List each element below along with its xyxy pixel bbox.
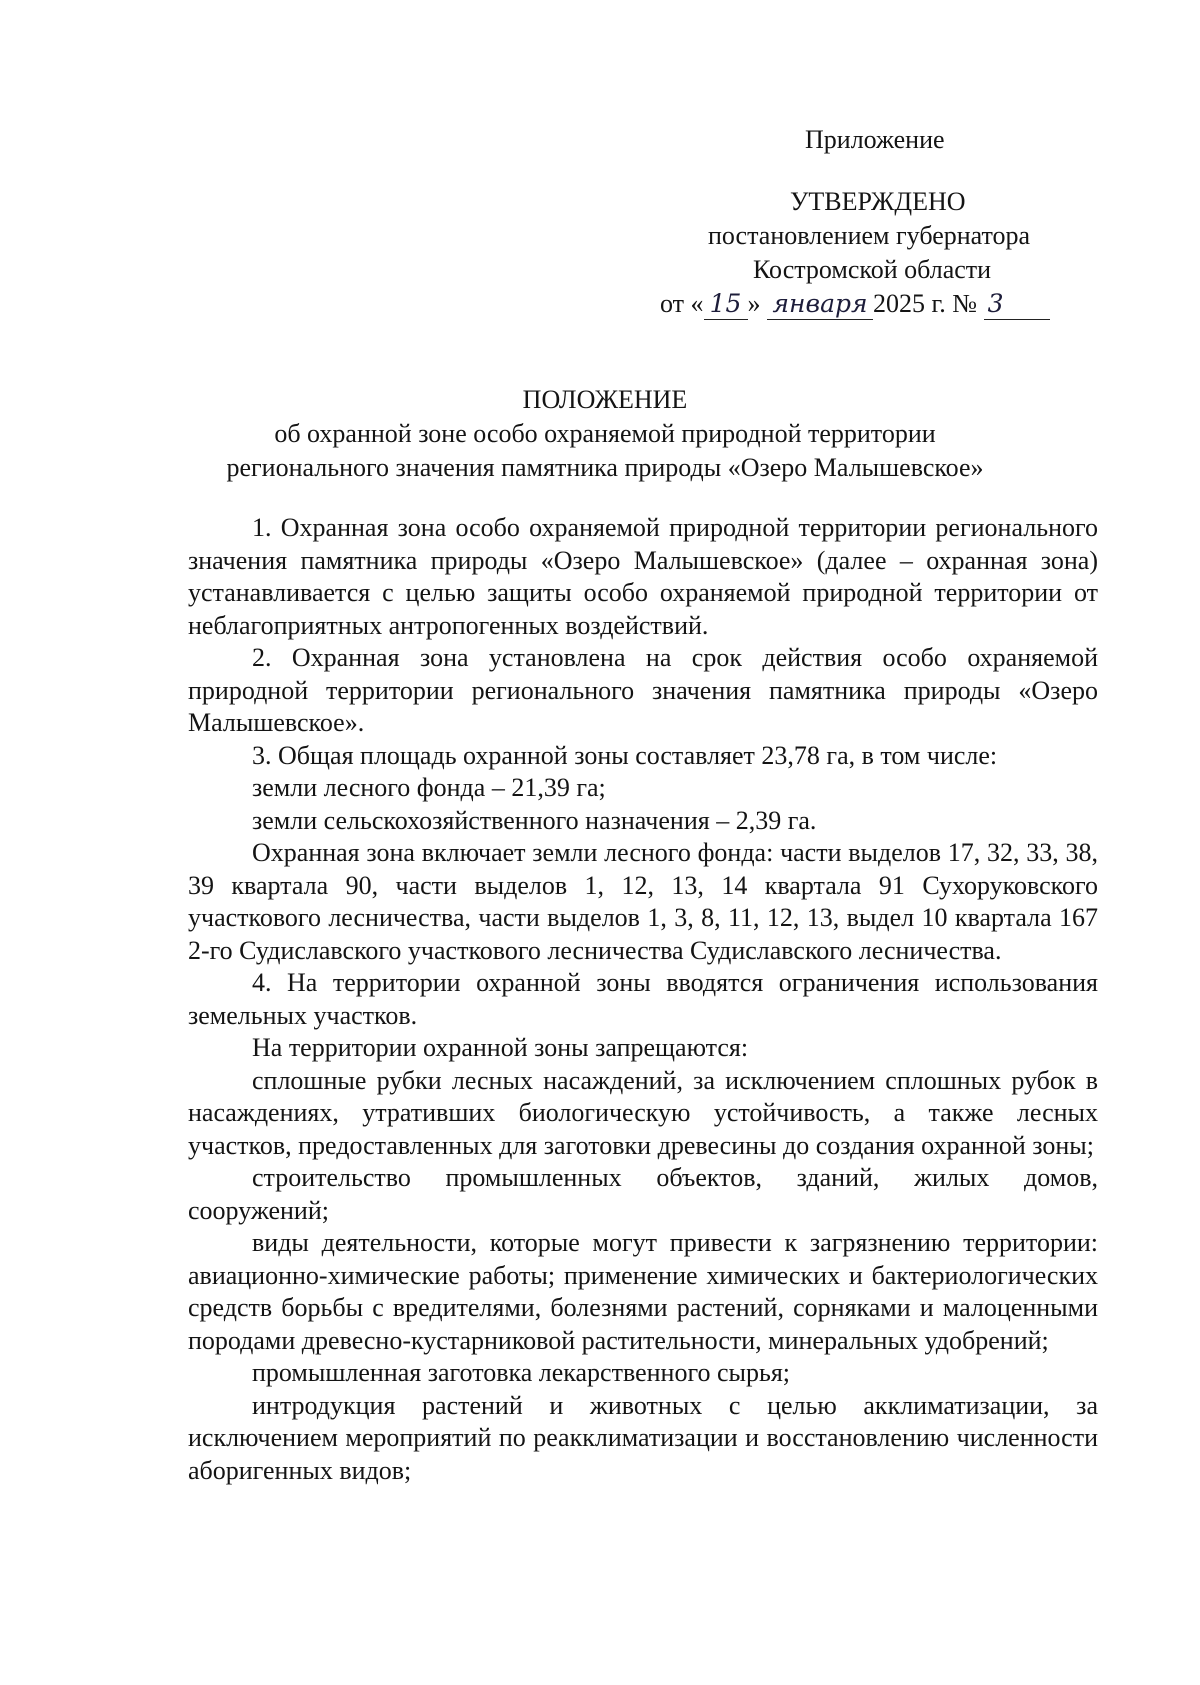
prohibition-introduction: интродукция растений и животных с целью акклиматизации, за исключением мероприятий по реакклиматизации и восстановлению численности аборигенных видов; — [188, 1390, 1098, 1485]
resolution-date-line — [660, 287, 1050, 321]
document-subtitle-line-2: регионального значения памятника природы «Озеро Малышевское» — [226, 453, 984, 482]
paragraph-2: 2. Охранная зона установлена на срок действия особо охраняемой природной территории регионального значения памятника природы «Озеро Малышевское». — [188, 643, 1098, 737]
appendix-label: Приложение — [805, 125, 945, 154]
paragraph-4: 4. На территории охранной зоны вводятся ограничения использования земельных участков. — [188, 968, 1098, 1030]
prohibition-pollution: виды деятельности, которые могут привести к загрязнению территории: авиационно-химические работы; применение химических и бактериологических средств борьбы с вредителями, болезнями растений, сорняками и малоценными породами древесно-кустарниковой растительности, минеральных удобрений; — [188, 1228, 1098, 1355]
approved-by-line: постановлением губернатора — [708, 221, 1031, 250]
prohibition-construction: строительство промышленных объектов, зданий, жилых домов, сооружений; — [188, 1163, 1098, 1225]
prohibition-clear-cutting: сплошные рубки лесных насаждений, за исключением сплошных рубок в насаждениях, утративших биологическую устойчивость, а также лесных участков, предоставленных для заготовки древесины до создания охранной зоны; — [188, 1065, 1098, 1160]
paragraph-3: 3. Общая площадь охранной зоны составляет 23,78 га, в том числе: — [252, 740, 998, 770]
area-agricultural: земли сельскохозяйственного назначения – 2,39 га. — [252, 805, 817, 835]
date-year: 2025 г. № — [873, 289, 978, 318]
date-month-handwritten: января — [767, 289, 873, 320]
paragraph-1: 1. Охранная зона особо охраняемой природной территории регионального значения памятника природы «Озеро Малышевское» (далее – охранная зона) устанавливается с целью защиты особо охраняемой природной территории от неблагоприятных антропогенных воздействий. — [188, 513, 1098, 640]
document-subtitle-line-1: об охранной зоне особо охраняемой природной территории — [274, 419, 936, 448]
approved-label: УТВЕРЖДЕНО — [790, 187, 966, 216]
prohibitions-intro: На территории охранной зоны запрещаются: — [252, 1033, 749, 1062]
region-line: Костромской области — [753, 255, 992, 284]
date-prefix: от « — [660, 289, 704, 318]
date-day-handwritten: 15 — [704, 289, 748, 320]
prohibition-medicinal-harvest: промышленная заготовка лекарственного сырья; — [252, 1358, 791, 1387]
document-body — [188, 512, 1098, 1487]
date-quote-close: » — [747, 289, 761, 318]
area-forest-fund: земли лесного фонда – 21,39 га; — [252, 773, 606, 802]
resolution-number-handwritten: 3 — [984, 289, 1050, 320]
document-title-block — [180, 383, 1030, 485]
document-title: ПОЛОЖЕНИЕ — [522, 385, 688, 414]
forest-plots-paragraph: Охранная зона включает земли лесного фонда: части выделов 17, 32, 33, 38, 39 квартала 90, части выделов 1, 12, 13, 14 квартала 91 Сухоруковского участкового лесничества, части выделов 1, 3, 8, 11, 12, 13, выдел 10 квартала 167 2-го Судиславского участкового лесничества Судиславского лесничества. — [188, 838, 1098, 965]
